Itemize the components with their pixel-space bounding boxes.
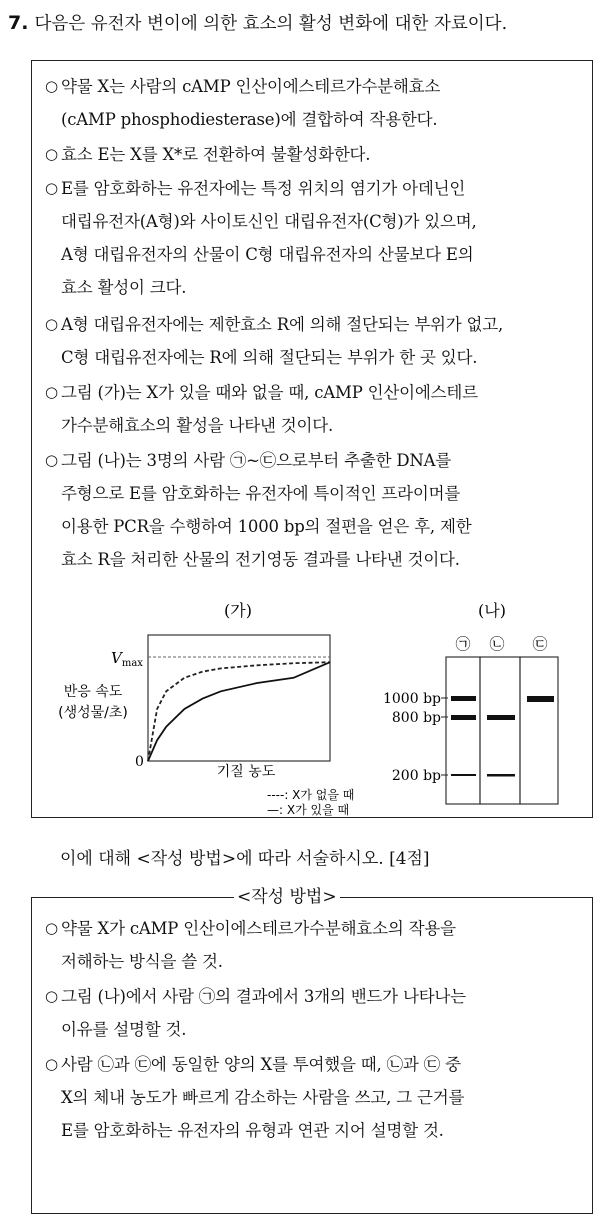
data-item-line: A형 대립유전자의 산물이 C형 대립유전자의 산물보다 E의 bbox=[61, 245, 474, 264]
bullet: ○ bbox=[45, 451, 58, 469]
data-item-line: 효소 활성이 크다. bbox=[61, 278, 187, 297]
band-lane1-200 bbox=[451, 774, 476, 776]
data-item-line: 약물 X는 사람의 cAMP 인산이에스테르가수분해효소 bbox=[61, 77, 441, 96]
method-item-2 bbox=[45, 980, 585, 1046]
method-line: 저해하는 방식을 쓸 것. bbox=[61, 952, 223, 971]
data-item-4 bbox=[45, 308, 585, 374]
marker-1000: 1000 bp bbox=[382, 691, 441, 707]
figure-na-title: (나) bbox=[478, 601, 506, 620]
instruction-text: 이에 대해 <작성 방법>에 따라 서술하시오. [4점] bbox=[60, 849, 430, 869]
data-item-line: 가수분해효소의 활성을 나타낸 것이다. bbox=[61, 416, 334, 435]
data-item-line: A형 대립유전자에는 제한효소 R에 의해 절단되는 부위가 없고, bbox=[61, 315, 504, 334]
legend-dashed: ----: X가 없을 때 bbox=[267, 788, 355, 802]
bullet: ○ bbox=[45, 179, 58, 197]
bullet: ○ bbox=[45, 77, 58, 95]
method-item-3 bbox=[45, 1048, 585, 1147]
series-with-x bbox=[148, 662, 330, 761]
data-item-line: 대립유전자(A형)와 사이토신인 대립유전자(C형)가 있으며, bbox=[61, 212, 477, 231]
data-item-line: 그림 (가)는 X가 있을 때와 없을 때, cAMP 인산이에스테르 bbox=[61, 383, 478, 402]
band-lane3-1000 bbox=[527, 696, 554, 702]
bullet: ○ bbox=[45, 383, 58, 401]
legend-solid: —: X가 있을 때 bbox=[267, 803, 350, 817]
y-axis-label-1: 반응 속도 bbox=[63, 684, 123, 700]
origin-label: 0 bbox=[135, 754, 144, 770]
gel-lane-1 bbox=[446, 657, 480, 804]
figures bbox=[31, 600, 593, 818]
band-lane2-200 bbox=[487, 774, 515, 777]
bullet: ○ bbox=[45, 919, 58, 937]
gel-lane-3 bbox=[520, 657, 558, 804]
figure-svg bbox=[31, 600, 593, 818]
lane-label-3: ㉢ bbox=[532, 635, 548, 653]
band-lane1-800 bbox=[451, 715, 476, 720]
data-item-line: 효소 R을 처리한 산물의 전기영동 결과를 나타낸 것이다. bbox=[61, 550, 460, 569]
y-axis-label-2: (생성물/초) bbox=[58, 705, 128, 721]
bullet: ○ bbox=[45, 987, 58, 1005]
band-lane1-1000 bbox=[451, 696, 476, 701]
marker-200: 200 bp bbox=[391, 768, 441, 784]
data-item-line: 이용한 PCR을 수행하여 1000 bp의 절편을 얻은 후, 제한 bbox=[61, 517, 472, 536]
question-stem bbox=[8, 10, 598, 37]
method-line: 이유를 설명할 것. bbox=[61, 1020, 187, 1039]
data-item-line: 그림 (나)는 3명의 사람 ㉠~㉢으로부터 추출한 DNA를 bbox=[61, 451, 452, 470]
bullet: ○ bbox=[45, 1055, 58, 1073]
lane-label-2: ㉡ bbox=[489, 635, 505, 653]
data-item-3 bbox=[45, 172, 585, 304]
method-line: 약물 X가 cAMP 인산이에스테르가수분해효소의 작용을 bbox=[61, 919, 456, 938]
question-text: 다음은 유전자 변이에 의한 효소의 활성 변화에 대한 자료이다. bbox=[34, 14, 508, 34]
x-axis-label: 기질 농도 bbox=[216, 764, 276, 780]
method-item-1 bbox=[45, 912, 585, 978]
method-line: E를 암호화하는 유전자의 유형과 연관 지어 설명할 것. bbox=[61, 1121, 444, 1140]
method-line: X의 체내 농도가 빠르게 감소하는 사람을 쓰고, 그 근거를 bbox=[61, 1088, 465, 1107]
figure-ga-title: (가) bbox=[224, 601, 252, 620]
plot-frame bbox=[148, 635, 330, 761]
lane-label-1: ㉠ bbox=[455, 635, 471, 653]
series-no-x bbox=[148, 662, 330, 761]
gel-lane-2 bbox=[480, 657, 520, 804]
data-item-5 bbox=[45, 376, 585, 442]
data-item-6 bbox=[45, 444, 585, 576]
method-line: 사람 ㉡과 ㉢에 동일한 양의 X를 투여했을 때, ㉡과 ㉢ 중 bbox=[61, 1055, 461, 1074]
data-item-line: E를 암호화하는 유전자에는 특정 위치의 염기가 아데닌인 bbox=[61, 179, 466, 198]
method-title: <작성 방법> bbox=[234, 886, 340, 908]
question-number: 7. bbox=[8, 12, 29, 34]
vmax-label: $V_{max}$ bbox=[111, 649, 143, 669]
bullet: ○ bbox=[45, 315, 58, 333]
data-item-2 bbox=[45, 138, 585, 171]
band-lane2-800 bbox=[487, 715, 515, 720]
marker-800: 800 bp bbox=[391, 710, 441, 726]
method-line: 그림 (나)에서 사람 ㉠의 결과에서 3개의 밴드가 나타나는 bbox=[61, 987, 466, 1006]
bullet: ○ bbox=[45, 145, 58, 163]
data-item-line: 주형으로 E를 암호화하는 유전자에 특이적인 프라이머를 bbox=[61, 484, 461, 503]
data-item-line: C형 대립유전자에는 R에 의해 절단되는 부위가 한 곳 있다. bbox=[61, 348, 478, 367]
data-item-1 bbox=[45, 70, 585, 136]
data-item-line: 효소 E는 X를 X*로 전환하여 불활성화한다. bbox=[61, 145, 371, 164]
data-item-line: (cAMP phosphodiesterase)에 결합하여 작용한다. bbox=[61, 110, 438, 129]
